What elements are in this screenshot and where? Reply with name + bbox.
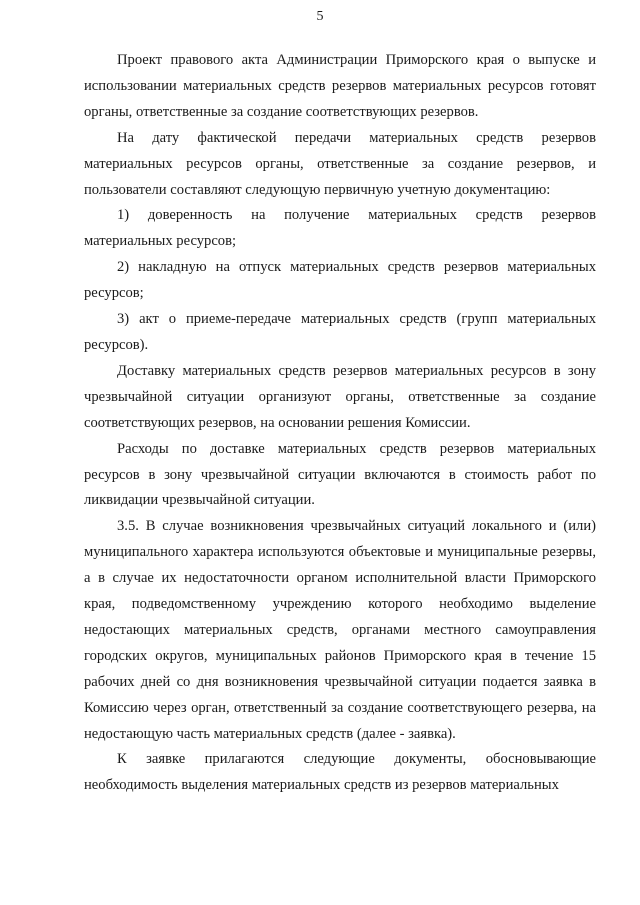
list-item-acceptance-act: 3) акт о приеме-передаче материальных средств (групп материальных ресурсов). (84, 311, 596, 353)
list-item-invoice: 2) накладную на отпуск материальных средств резервов материальных ресурсов; (84, 259, 596, 302)
paragraph-application-docs: К заявке прилагаются следующие документы, обосновывающие необходимость выделения материальных средств из резервов материальных (84, 751, 596, 794)
paragraph-delivery: Доставку материальных средств резервов материальных ресурсов в зону чрезвычайной ситуации организуют органы, ответственные за создание соответствующих резервов, на основании решения Комиссии. (84, 362, 596, 431)
paragraph-delivery-costs: Расходы по доставке материальных средств резервов материальных ресурсов в зону чрезвычайной ситуации включаются в стоимость работ по ликвидации чрезвычайной ситуации. (84, 440, 596, 509)
paragraph-draft-act: Проект правового акта Администрации Приморского края о выпуске и использовании материальных средств резервов материальных ресурсов готовят органы, ответственные за создание соответствующих резервов. (84, 52, 596, 120)
document-body (84, 48, 596, 799)
paragraph-section-3-5: 3.5. В случае возникновения чрезвычайных ситуаций локального и (или) муниципального характера используются объектовые и муниципальные резервы, а в случае их недостаточности органом исполнительной власти Приморского края, подведомственному учреждению которого необходимо выделение недостающих материальных средств, органами местного самоуправления городских округов, муниципальных районов Приморского края в течение 15 рабочих дней со дня возникновения чрезвычайной ситуации подается заявка в Комиссию через орган, ответственный за создание соответствующего резерва, на недостающую часть материальных средств (далее - заявка). (84, 518, 596, 742)
page-number: 5 (316, 9, 324, 24)
paragraph-transfer-date: На дату фактической передачи материальных средств резервов материальных ресурсов органы, ответственные за создание резервов, и пользователи составляют следующую первичную учетную документацию: (84, 129, 596, 198)
list-item-power-of-attorney: 1) доверенность на получение материальных средств резервов материальных ресурсов; (84, 207, 596, 250)
